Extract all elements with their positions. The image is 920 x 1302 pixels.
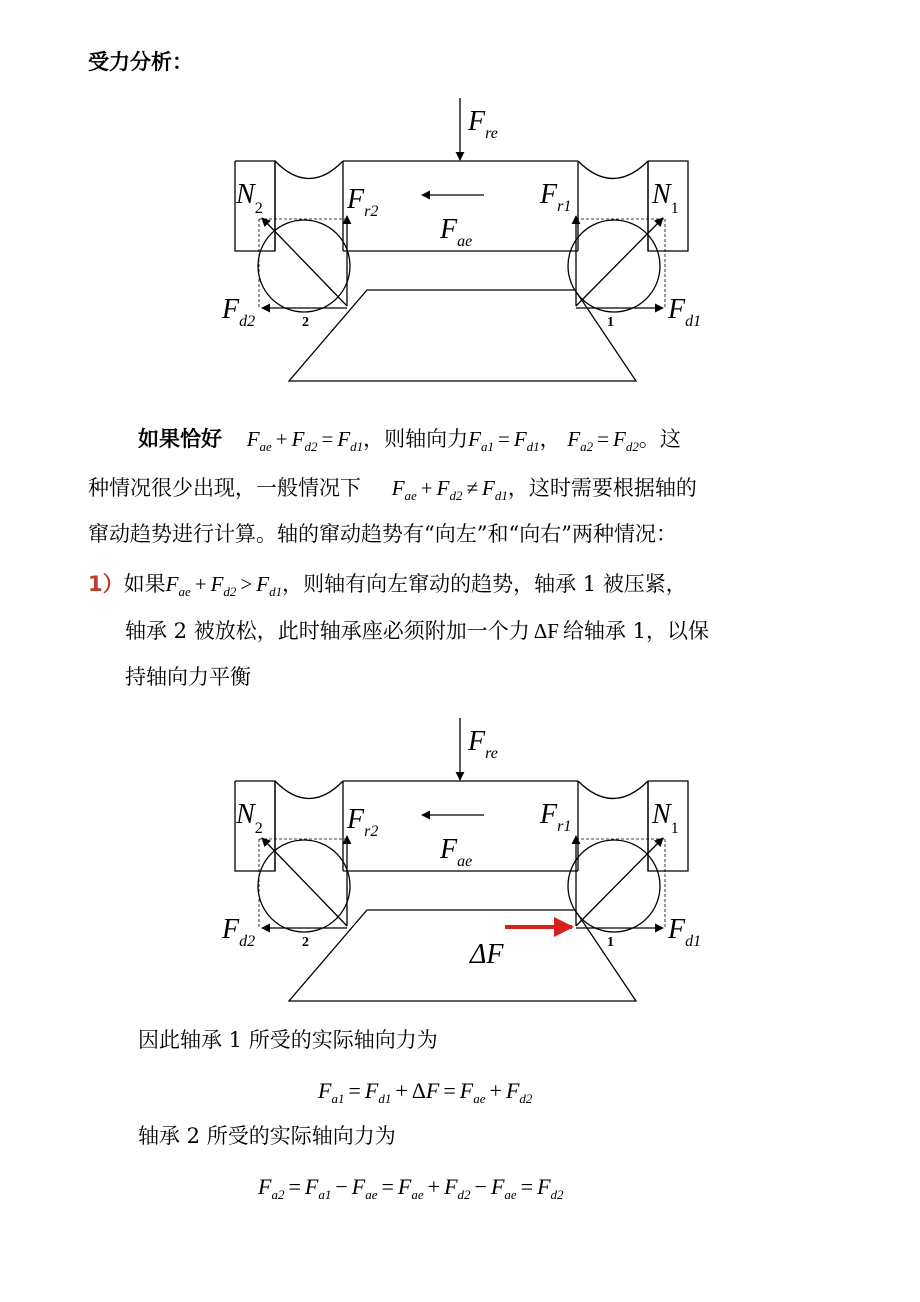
diagram-1-labels [221,106,701,330]
para1-line2: 种情况很少出现，一般情况下 $F_{ae} + F_{d2} \ne F_{d1}$，这时需要根据轴的 [88,476,697,503]
item1-line3: 持轴向力平衡 [125,665,251,689]
item1-line1: 1）如果$F_{ae} + F_{d2} > F_{d1}$，则轴有向左窜动的趋势，轴承 1 被压紧， [88,572,687,599]
item1-line2: 轴承 2 被放松，此时轴承座必须附加一个力 ΔF 给轴承 1，以保 [125,619,709,643]
svg-text:Fae: $F_{ae}$ [440,834,473,870]
equation-a1: $F_{a1} = F_{d1} + \Delta F = F_{ae} + F_{d2}$ [318,1078,533,1106]
svg-text:Fr2: $F_{r2}$ [347,804,379,840]
equation-a2: $F_{a2} = F_{a1} - F_{ae} = F_{ae} + F_{d2} - F_{ae} = F_{d2}$ [258,1174,564,1202]
svg-text:2: 2 [302,935,309,950]
shaft-outline [235,161,688,381]
svg-text:N1: $N_1$ [652,179,679,217]
svg-text:Fd2: $F_{d2}$ [222,294,256,330]
text-axial-force-1: 因此轴承 1 所受的实际轴向力为 [138,1028,438,1052]
svg-text:ΔF: ΔF [470,939,504,970]
svg-text:1: 1 [607,935,614,950]
force-arrows [262,718,663,928]
svg-text:Fre: $F_{re}$ [468,106,498,142]
svg-text:N2: $N_2$ [236,799,263,837]
svg-text:1: 1 [607,315,614,330]
section-heading: 受力分析： [88,50,193,74]
para1-line3: 窜动趋势进行计算。轴的窜动趋势有“向左”和“向右”两种情况： [88,522,677,546]
shaft-outline [235,781,688,1001]
svg-text:Fd1: $F_{d1}$ [668,914,702,950]
svg-text:2: 2 [302,315,309,330]
svg-text:N1: $N_1$ [652,799,679,837]
svg-text:Fae: $F_{ae}$ [440,214,473,250]
text-axial-force-2: 轴承 2 所受的实际轴向力为 [138,1124,396,1148]
svg-text:Fre: $F_{re}$ [468,726,498,762]
svg-text:Fr1: $F_{r1}$ [540,799,572,835]
svg-text:Fr1: $F_{r1}$ [540,179,572,215]
diagram-2-labels [221,726,701,970]
svg-text:Fd1: $F_{d1}$ [668,294,702,330]
para1-line1: 如果恰好 $F_{ae} + F_{d2} = F_{d1}$，则轴向力$F_{a1} = F_{d1}$， $F_{a2} = F_{d2}$。这 [138,427,681,454]
force-arrows [262,98,663,308]
svg-text:Fr2: $F_{r2}$ [347,184,379,220]
svg-text:Fd2: $F_{d2}$ [222,914,256,950]
svg-text:N2: $N_2$ [236,179,263,217]
